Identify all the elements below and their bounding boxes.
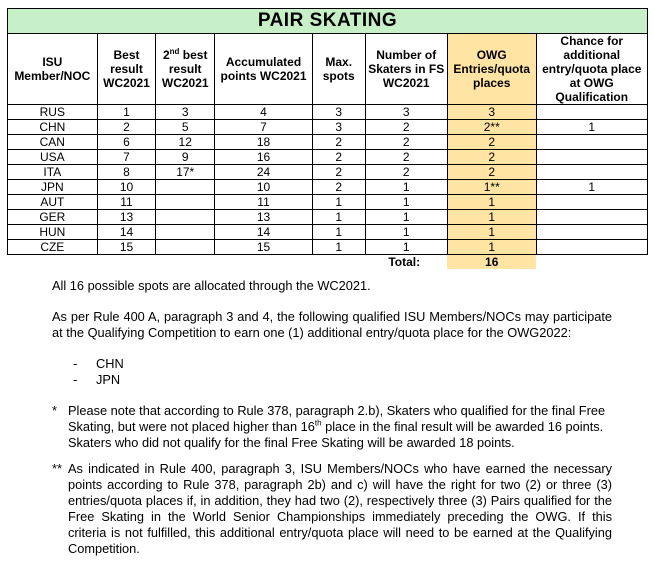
table-title: PAIR SKATING: [8, 9, 648, 34]
cell-chance: [536, 225, 647, 240]
cell-second: 5: [156, 120, 215, 135]
table-row: [8, 210, 648, 225]
header-second-prefix: 2: [162, 48, 170, 62]
cell-accumulated: 11: [215, 195, 313, 210]
cell-best: 1: [97, 105, 156, 120]
cell-noc: RUS: [8, 105, 98, 120]
list-item-text: CHN: [96, 356, 124, 371]
total-spacer-8: [536, 255, 647, 270]
footnote-marker: *: [52, 403, 57, 418]
cell-skaters: 1: [365, 225, 447, 240]
cell-max-spots: 2: [312, 180, 365, 195]
qualifying-list: [73, 356, 124, 388]
cell-owg: 1**: [447, 180, 536, 195]
allocation-paragraph: All 16 possible spots are allocated through the WC2021.: [52, 278, 371, 293]
list-item-text: JPN: [96, 372, 121, 387]
cell-owg: 1: [447, 210, 536, 225]
cell-accumulated: 4: [215, 105, 313, 120]
cell-owg: 2: [447, 135, 536, 150]
cell-best: 8: [97, 165, 156, 180]
cell-best: 10: [97, 180, 156, 195]
cell-max-spots: 2: [312, 150, 365, 165]
cell-chance: [536, 105, 647, 120]
total-spacer-4: [215, 255, 313, 270]
cell-accumulated: 18: [215, 135, 313, 150]
total-spacer-5: [312, 255, 365, 270]
list-item: [73, 372, 124, 388]
pair-skating-table: [7, 8, 648, 269]
cell-noc: AUT: [8, 195, 98, 210]
total-spacer-3: [156, 255, 215, 270]
cell-chance: 1: [536, 180, 647, 195]
footnote-text: [68, 403, 612, 451]
cell-second: [156, 180, 215, 195]
header-best: Best result WC2021: [97, 34, 156, 105]
cell-skaters: 2: [365, 120, 447, 135]
cell-max-spots: 2: [312, 165, 365, 180]
cell-second: 9: [156, 150, 215, 165]
list-dash: -: [73, 356, 78, 371]
table-row: [8, 195, 648, 210]
header-chance: Chance for additional entry/quota place at OWG Qualification: [536, 34, 647, 105]
cell-best: 15: [97, 240, 156, 255]
cell-chance: [536, 195, 647, 210]
footnote-text-a: Please note that according to Rule 378, paragraph 2.b), Skaters who qualified for the final Free Skating, but were not placed higher than 16: [68, 403, 606, 434]
cell-skaters: 3: [365, 105, 447, 120]
cell-owg: 2: [447, 150, 536, 165]
cell-best: 2: [97, 120, 156, 135]
header-second-sup: nd: [169, 47, 180, 56]
cell-second: [156, 225, 215, 240]
cell-skaters: 2: [365, 135, 447, 150]
table-row: [8, 225, 648, 240]
cell-owg: 2**: [447, 120, 536, 135]
cell-noc: HUN: [8, 225, 98, 240]
cell-accumulated: 14: [215, 225, 313, 240]
footnote-single-star: [52, 403, 612, 451]
cell-skaters: 1: [365, 180, 447, 195]
cell-owg: 1: [447, 225, 536, 240]
table-row: [8, 240, 648, 255]
table-row: [8, 135, 648, 150]
cell-max-spots: 1: [312, 195, 365, 210]
cell-second: [156, 210, 215, 225]
cell-accumulated: 24: [215, 165, 313, 180]
cell-best: 7: [97, 150, 156, 165]
cell-second: 12: [156, 135, 215, 150]
table-row: [8, 105, 648, 120]
cell-max-spots: 3: [312, 105, 365, 120]
cell-accumulated: 7: [215, 120, 313, 135]
cell-best: 6: [97, 135, 156, 150]
cell-chance: 1: [536, 120, 647, 135]
total-value: 16: [447, 255, 536, 270]
cell-best: 11: [97, 195, 156, 210]
footnote-marker: **: [52, 461, 62, 476]
cell-second: [156, 195, 215, 210]
cell-max-spots: 1: [312, 240, 365, 255]
cell-chance: [536, 240, 647, 255]
header-max-spots: Max. spots: [312, 34, 365, 105]
header-owg: OWG Entries/quota places: [447, 34, 536, 105]
cell-accumulated: 13: [215, 210, 313, 225]
total-spacer-2: [97, 255, 156, 270]
cell-noc: JPN: [8, 180, 98, 195]
header-skaters: Number of Skaters in FS WC2021: [365, 34, 447, 105]
cell-noc: CZE: [8, 240, 98, 255]
footnote-text-b: place in the final result will be awarded 16 points. Skaters who did not qualify for the final Free Skating will be awarded 18 points.: [68, 419, 604, 450]
cell-owg: 1: [447, 240, 536, 255]
cell-chance: [536, 210, 647, 225]
total-spacer-1: [8, 255, 98, 270]
footnote-text: As indicated in Rule 400, paragraph 3, ISU Members/NOCs who have earned the necessary points according to Rule 378, paragraph 2b) and c) will have the right for two (2) or three (3) entries/quota places if, in addition, they had two (2), respectively three (3) Pairs qualified for the Free Skating in the World Senior Championships immediately preceding the OWG. If this criteria is not fulfilled, this additional entry/quota place will need to be earned at the Qualifying Competition.: [68, 461, 612, 556]
cell-accumulated: 15: [215, 240, 313, 255]
cell-second: 17*: [156, 165, 215, 180]
cell-accumulated: 10: [215, 180, 313, 195]
cell-skaters: 1: [365, 210, 447, 225]
cell-chance: [536, 135, 647, 150]
cell-second: [156, 240, 215, 255]
cell-best: 13: [97, 210, 156, 225]
list-dash: -: [73, 372, 78, 387]
cell-owg: 3: [447, 105, 536, 120]
cell-skaters: 1: [365, 240, 447, 255]
table-row: [8, 150, 648, 165]
table-row: [8, 180, 648, 195]
cell-max-spots: 3: [312, 120, 365, 135]
cell-noc: USA: [8, 150, 98, 165]
table-row: [8, 120, 648, 135]
cell-noc: GER: [8, 210, 98, 225]
cell-owg: 2: [447, 165, 536, 180]
cell-chance: [536, 150, 647, 165]
cell-accumulated: 16: [215, 150, 313, 165]
cell-best: 14: [97, 225, 156, 240]
cell-second: 3: [156, 105, 215, 120]
rule-400-paragraph: As per Rule 400 A, paragraph 3 and 4, the following qualified ISU Members/NOCs may participate at the Qualifying Competition to earn one (1) additional entry/quota place for the OWG2022:: [52, 309, 612, 340]
footnote-double-star: [52, 461, 612, 557]
header-member: ISU Member/NOC: [8, 34, 98, 105]
cell-max-spots: 1: [312, 210, 365, 225]
table-row: [8, 165, 648, 180]
cell-skaters: 2: [365, 150, 447, 165]
cell-noc: ITA: [8, 165, 98, 180]
header-second-best: [156, 34, 215, 105]
cell-skaters: 2: [365, 165, 447, 180]
cell-owg: 1: [447, 195, 536, 210]
cell-chance: [536, 165, 647, 180]
total-label: Total:: [388, 255, 421, 269]
list-item: [73, 356, 124, 372]
cell-max-spots: 2: [312, 135, 365, 150]
cell-skaters: 1: [365, 195, 447, 210]
cell-noc: CAN: [8, 135, 98, 150]
header-second-rest: best result WC2021: [161, 48, 209, 90]
cell-noc: CHN: [8, 120, 98, 135]
header-accumulated: Accumulated points WC2021: [215, 34, 313, 105]
footnote-sup: th: [314, 418, 322, 428]
cell-max-spots: 1: [312, 225, 365, 240]
